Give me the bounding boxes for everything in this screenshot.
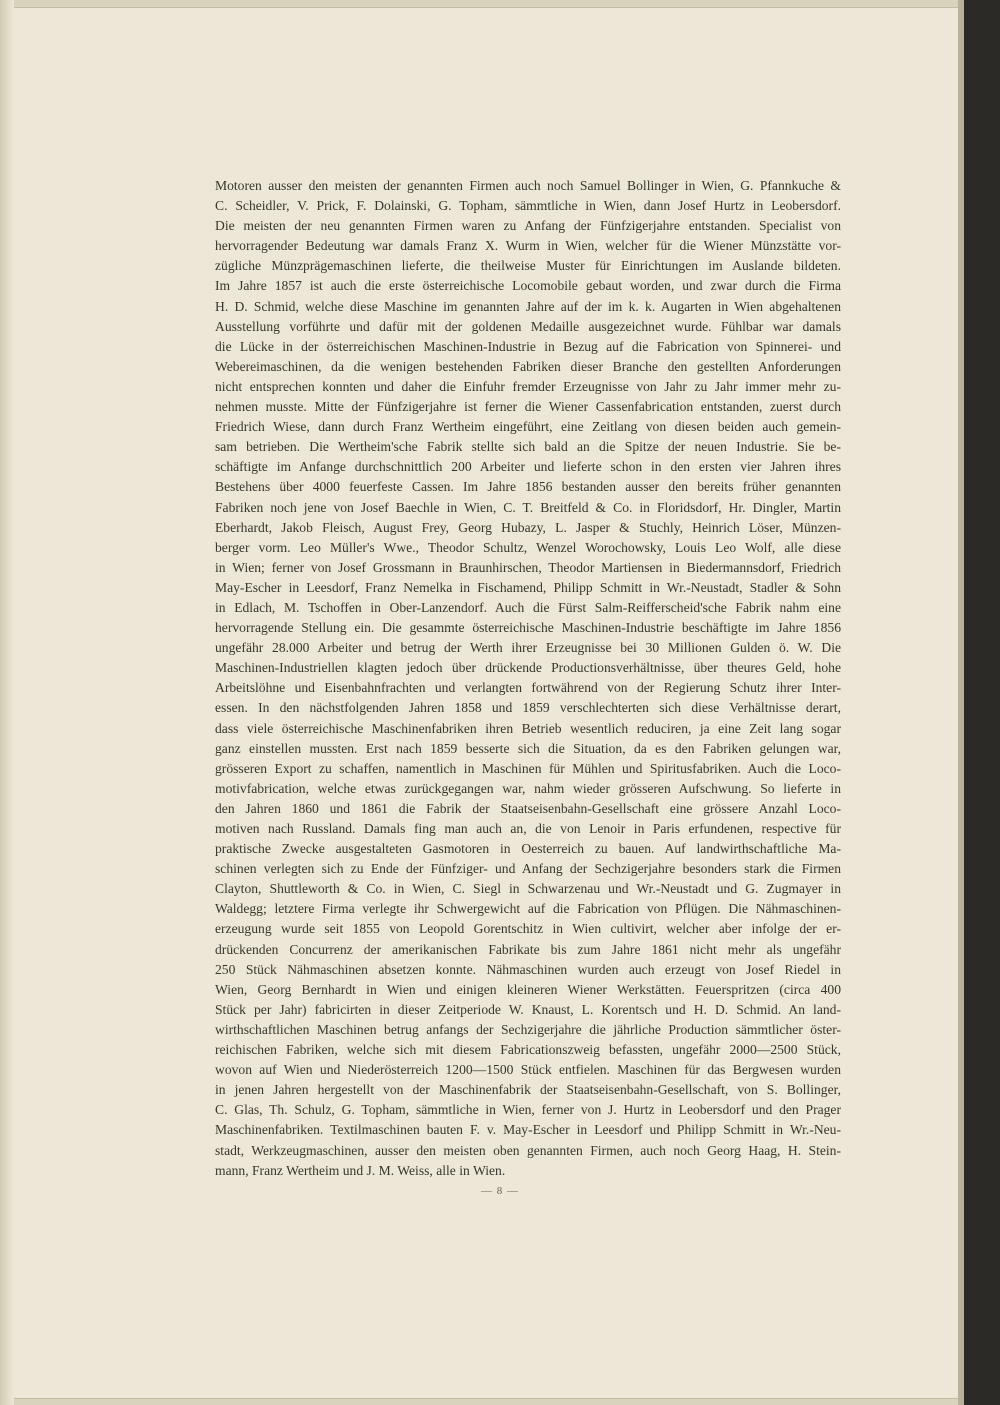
- text-line: Waldegg; letztere Firma verlegte ihr Schwergewicht auf die Fabrication von Pflügen. Die Nähmaschinen-: [215, 901, 841, 917]
- text-line: wovon auf Wien und Niederösterreich 1200—1500 Stück entfielen. Maschinen für das Bergwesen wurden: [215, 1062, 841, 1078]
- text-line: Friedrich Wiese, dann durch Franz Wertheim eingeführt, eine Zeitlang von diesen beiden auch gemein-: [215, 419, 841, 435]
- text-line: Motoren ausser den meisten der genannten Firmen auch noch Samuel Bollinger in Wien, G. Pfannkuche &: [215, 178, 841, 193]
- text-line: in Edlach, M. Tschoffen in Ober-Lanzendorf. Auch die Fürst Salm-Reifferscheid'sche Fabrik nahm eine: [215, 599, 841, 615]
- text-line: den Jahren 1860 und 1861 die Fabrik der Staatseisenbahn-Gesellschaft eine grössere Anzahl Loco-: [215, 800, 841, 816]
- text-line: Maschinen-Industriellen klagten jedoch über drückende Productionsverhältnisse, über theures Geld, hohe: [215, 660, 841, 676]
- text-line: mann, Franz Wertheim und J. M. Weiss, alle in Wien.: [215, 1162, 506, 1178]
- text-line: stadt, Werkzeugmaschinen, ausser den meisten oben genannten Firmen, auch noch Georg Haag, H. Stein-: [215, 1142, 841, 1158]
- text-line: drückenden Concurrenz der amerikanischen Fabrikate bis zum Jahre 1861 nicht mehr als ungefähr: [215, 941, 841, 957]
- text-line: hervorragender Bedeutung war damals Franz X. Wurm in Wien, welcher für die Wiener Münzstätte vor-: [215, 238, 841, 254]
- text-line: hervorragende Stellung ein. Die gesammte österreichische Maschinen-Industrie beschäftigte im Jahre 1856: [215, 620, 841, 636]
- text-line: Bestehens über 4000 feuerfeste Cassen. Im Jahre 1856 bestanden ausser den bereits früher genannten: [215, 479, 841, 495]
- text-line: ganz einstellen mussten. Erst nach 1859 besserte sich die Situation, da es den Fabriken gelungen war,: [215, 740, 841, 756]
- text-line: Die meisten der neu genannten Firmen waren zu Anfang der Fünfzigerjahre entstanden. Specialist von: [215, 218, 841, 234]
- text-line: wirthschaftlichen Maschinen betrug anfangs der Sechzigerjahre die jährliche Production sämmtlicher öster-: [215, 1021, 841, 1037]
- text-line: Arbeitslöhne und Eisenbahnfrachten und verlangten fortwährend von der Regierung Schutz ihrer Inter-: [215, 680, 841, 696]
- page-number: — 8 —: [481, 1185, 519, 1197]
- text-line: Eberhardt, Jakob Fleisch, August Frey, Georg Hubazy, L. Jasper & Stuchly, Heinrich Löser, Münzen-: [215, 519, 841, 535]
- text-line: schäftigte im Anfange durchschnittlich 200 Arbeiter und lieferte schon in den ersten vier Jahren ihres: [215, 459, 841, 475]
- text-line: in jenen Jahren hergestellt von der Maschinenfabrik der Staatseisenbahn-Gesellschaft, von S. Bollinger,: [215, 1082, 841, 1098]
- text-line: Wien, Georg Bernhardt in Wien und einigen kleineren Wiener Werkstätten. Feuerspritzen (circa 400: [215, 981, 841, 997]
- text-line: Im Jahre 1857 ist auch die erste österreichische Locomobile gebaut worden, und zwar durch die Firma: [215, 278, 841, 294]
- text-line: schinen verlegten sich zu Ende der Fünfziger- und Anfang der Sechzigerjahre besonders stark die Firmen: [215, 861, 841, 877]
- text-line: Stück per Jahr) fabricirten in dieser Zeitperiode W. Knaust, L. Korentsch und H. D. Schmid. An land-: [215, 1001, 841, 1017]
- text-line: die Lücke in der österreichischen Maschinen-Industrie in Bezug auf die Fabrication von Spinnerei- und: [215, 338, 841, 354]
- text-line: motiven nach Russland. Damals fing man auch an, die von Lenoir in Paris erfundenen, respective für: [215, 821, 841, 836]
- text-line: Fabriken noch jene von Josef Baechle in Wien, C. T. Breitfeld & Co. in Floridsdorf, Hr. Dingler, Martin: [215, 499, 841, 515]
- text-line: erzeugung wurde seit 1855 von Leopold Gorentschitz in Wien cultivirt, welcher aber infolge der er-: [215, 921, 841, 937]
- text-line: Ausstellung vorführte und dafür mit der goldenen Medaille ausgezeichnet wurde. Fühlbar war damals: [215, 318, 841, 334]
- text-line: in Wien; ferner von Josef Grossmann in Braunhirschen, Theodor Martiensen in Biedermannsdorf, Friedrich: [215, 559, 841, 575]
- text-line: sam betrieben. Die Wertheim'sche Fabrik stellte sich bald an die Spitze der neuen Industrie. Sie be-: [215, 439, 841, 455]
- text-line: H. D. Schmid, welche diese Maschine im genannten Jahre auf der im k. k. Augarten in Wien abgehaltenen: [215, 298, 841, 314]
- text-line: berger vorm. Leo Müller's Wwe., Theodor Schultz, Wenzel Worochowsky, Louis Leo Wolf, alle diese: [215, 539, 841, 555]
- text-line: nehmen musste. Mitte der Fünfzigerjahre ist ferner die Wiener Cassenfabrication entstanden, zuerst durch: [215, 399, 841, 415]
- text-line: May-Escher in Leesdorf, Franz Nemelka in Fischamend, Philipp Schmitt in Wr.-Neustadt, Stadler & Sohn: [215, 579, 841, 595]
- text-line: essen. In den nächstfolgenden Jahren 1858 und 1859 verschlechterten sich diese Verhältnisse derart,: [215, 700, 841, 716]
- text-line: ungefähr 28.000 Arbeiter und betrug der Werth ihrer Erzeugnisse bei 30 Millionen Gulden ö. W. Die: [215, 640, 841, 656]
- text-line: zügliche Münzprägemaschinen lieferte, die theilweise Muster für Einrichtungen im Auslande bildeten.: [215, 258, 841, 274]
- text-line: grösseren Export zu schaffen, namentlich in Maschinen für Mühlen und Spiritusfabriken. Auch die Loco-: [215, 760, 841, 776]
- text-line: Maschinenfabriken. Textilmaschinen bauten F. v. May-Escher in Leesdorf und Philipp Schmitt in Wr.-Neu-: [215, 1122, 841, 1138]
- text-line: praktische Zwecke ausgestalteten Gasmotoren in Oesterreich zu bauen. Auf landwirthschaftliche Ma-: [215, 841, 841, 857]
- text-line: dass viele österreichische Maschinenfabriken ihren Betrieb wesentlich reduciren, ja eine Zeit lang sogar: [215, 720, 841, 736]
- body-text: [215, 176, 841, 1181]
- text-line: 250 Stück Nähmaschinen absetzen konnte. Nähmaschinen wurden auch erzeugt von Josef Riedel in: [215, 961, 841, 977]
- text-line: Webereimaschinen, da die wenigen bestehenden Fabriken dieser Branche den gestellten Anforderungen: [215, 358, 841, 374]
- text-line: Clayton, Shuttleworth & Co. in Wien, C. Siegl in Schwarzenau und Wr.-Neustadt und G. Zugmayer in: [215, 881, 841, 897]
- text-line: C. Scheidler, V. Prick, F. Dolainski, G. Topham, sämmtliche in Wien, dann Josef Hurtz in Leobersdorf.: [215, 198, 841, 214]
- text-line: motivfabrication, welche etwas zurückgegangen war, nahm wieder grösseren Aufschwung. So lieferte in: [215, 780, 841, 796]
- text-line: C. Glas, Th. Schulz, G. Topham, sämmtliche in Wien, ferner von J. Hurtz in Leobersdorf und den Prager: [215, 1102, 841, 1118]
- text-line: reichischen Fabriken, welche sich mit diesem Fabricationszweig befassten, ungefähr 2000—2500 Stück,: [215, 1042, 841, 1058]
- text-line: nicht entsprechen konnten und daher die Einfuhr fremder Erzeugnisse von Jahr zu Jahr immer mehr zu-: [215, 378, 841, 394]
